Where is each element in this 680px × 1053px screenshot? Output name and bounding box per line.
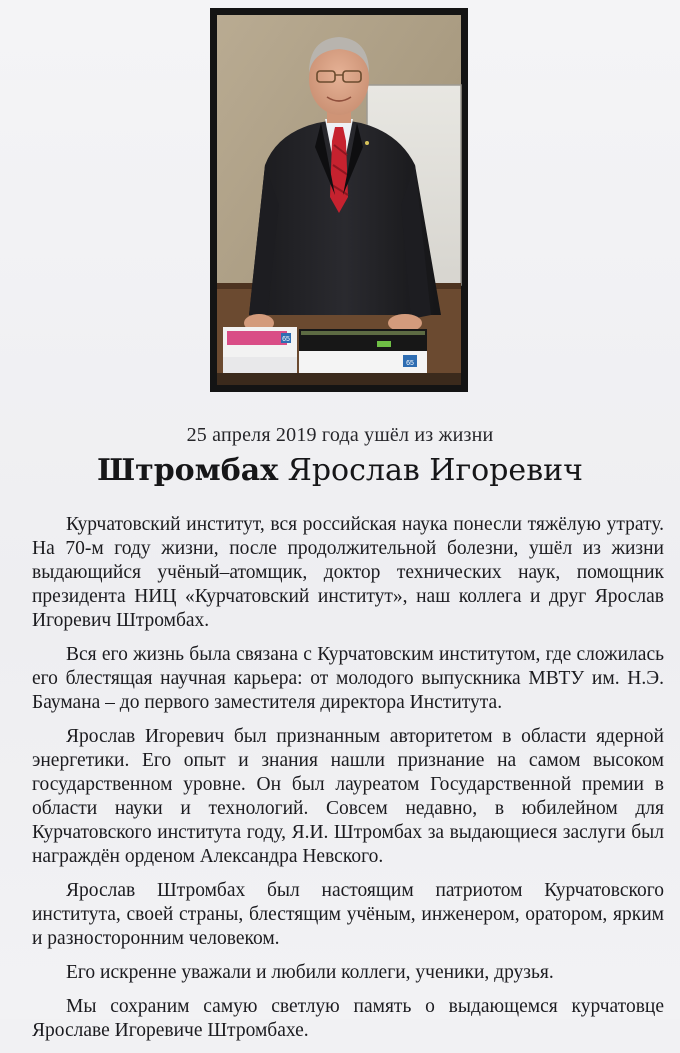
person-name xyxy=(0,453,680,488)
date-line: 25 апреля 2019 года ушёл из жизни xyxy=(186,424,494,446)
book-1-label: 65 xyxy=(282,336,290,343)
paragraph-3: Ярослав Игоревич был признанным авторитетом в области ядерной энергетики. Его опыт и знания нашли признание на самом высоком государственном уровне. Он был лауреатом Государственной премии в области науки и технологий. Совсем недавно, в юбилейном для Курчатовского института году, Я.И. Штромбах за выдающиеся заслуги был награждён орденом Александра Невского. xyxy=(32,726,664,867)
surname: Штромбах xyxy=(97,453,279,488)
portrait-frame xyxy=(210,8,468,392)
paragraph-4: Ярослав Штромбах был настоящим патриотом Курчатовского института, своей страны, блестящим учёным, инженером, оратором, ярким и разносторонним человеком. xyxy=(32,880,664,949)
paragraph-1: Курчатовский институт, вся российская наука понесли тяжёлую утрату. На 70-м году жизни, после продолжительной болезни, ушёл из жизни выдающийся учёный–атомщик, доктор технических наук, помощник президента НИЦ «Курчатовский институт», наш коллега и друг Ярослав Игоревич Штромбах. xyxy=(32,514,664,631)
book-2-label: 65 xyxy=(406,360,414,367)
paragraph-2: Вся его жизнь была связана с Курчатовским институтом, где сложилась его блестящая научная карьера: от молодого выпускника МВТУ им. Н.Э. Баумана – до первого заместителя директора Института. xyxy=(32,644,664,713)
paragraph-6: Мы сохраним самую светлую память о выдающемся курчатовце Ярославе Игоревиче Штромбахе. xyxy=(32,996,664,1041)
given-names: Ярослав Игоревич xyxy=(287,453,583,488)
portrait-photo xyxy=(217,15,461,385)
obituary-text xyxy=(32,513,664,1053)
paragraph-5: Его искренне уважали и любили коллеги, ученики, друзья. xyxy=(66,962,554,983)
